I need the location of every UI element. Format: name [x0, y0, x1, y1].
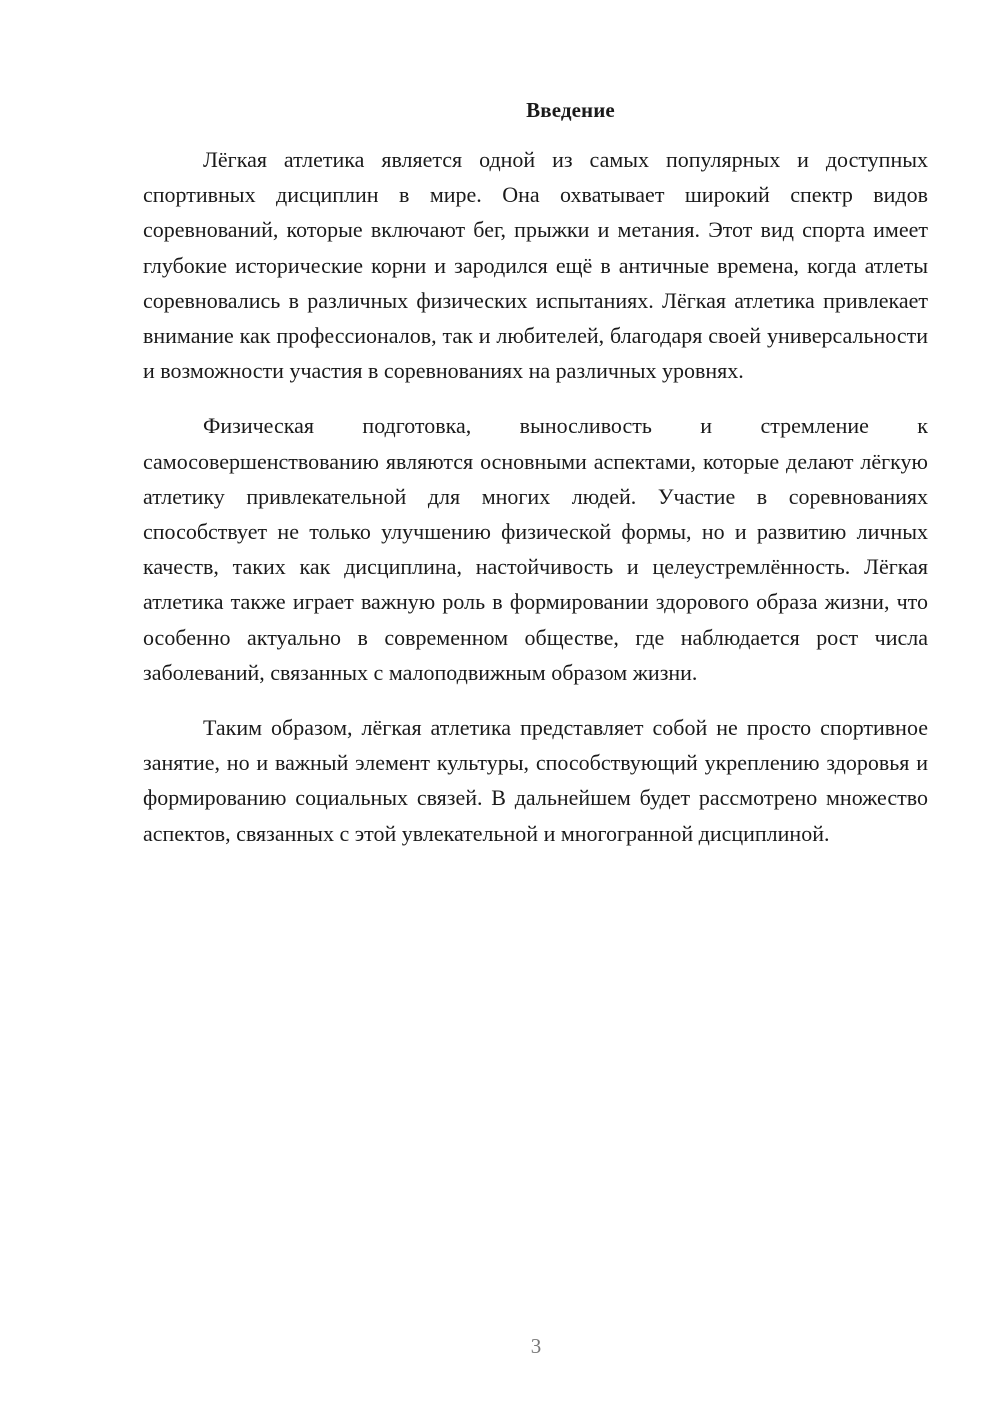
- paragraph-3: Таким образом, лёгкая атлетика представляет собой не просто спортивное занятие, но и важный элемент культуры, способствующий укреплению здоровья и формированию социальных связей. В дальнейшем будет рассмотрено множество аспектов, связанных с этой увлекательной и многогранной дисциплиной.: [143, 715, 928, 846]
- paragraph-1: Лёгкая атлетика является одной из самых популярных и доступных спортивных дисциплин в мире. Она охватывает широкий спектр видов соревнований, которые включают бег, прыжки и метания. Этот вид спорта имеет глубокие исторические корни и зародился ещё в античные времена, когда атлеты соревновались в различных физических испытаниях. Лёгкая атлетика привлекает внимание как профессионалов, так и любителей, благодаря своей универсальности и возможности участия в соревнованиях на различных уровнях.: [143, 147, 928, 384]
- paragraph-2: Физическая подготовка, выносливость и стремление к самосовершенствованию являются основными аспектами, которые делают лёгкую атлетику привлекательной для многих людей. Участие в соревнованиях способствует не только улучшению физической формы, но и развитию личных качеств, таких как дисциплина, настойчивость и целеустремлённость. Лёгкая атлетика также играет важную роль в формировании здорового образа жизни, что особенно актуально в современном обществе, где наблюдается рост числа заболеваний, связанных с малоподвижным образом жизни.: [143, 413, 928, 685]
- page-content: [143, 94, 928, 851]
- section-heading: Введение: [526, 98, 615, 122]
- page-number: 3: [530, 1334, 542, 1358]
